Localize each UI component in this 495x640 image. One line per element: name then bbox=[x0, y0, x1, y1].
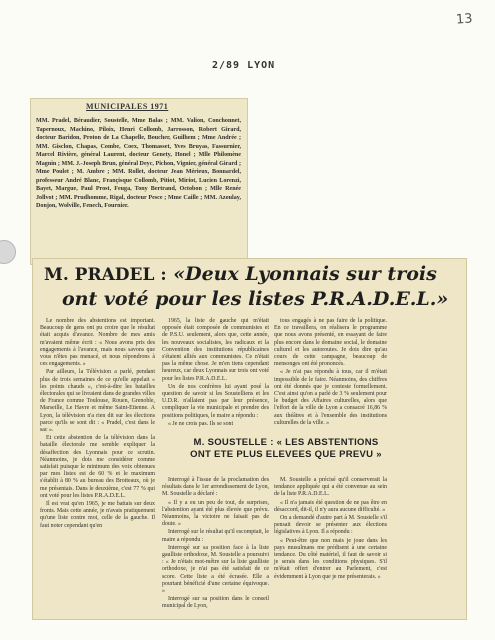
paragraph: Par ailleurs, la Télévision a parlé, pendant plus de trois semaines de ce qu'elle appelait « les points chauds », c'est-à-dire les batailles électorales qui se livraient dans de grandes villes de France comme Toulouse, Rouen, Grenoble, Marseille, Le Havre et même Saint-Etienne. A Lyon, la télévision n'a rien dit sur les élections parce qu'ils se sont dit : « Pradel, c'est dans le sac ». bbox=[40, 369, 155, 434]
paragraph: « Il y a eu un peu de tout, de surprises, l'abstention ayant été plus élevée que prévu. Néanmoins, la victoire ne faisait pas de doute. » bbox=[162, 499, 269, 528]
binder-hole bbox=[0, 240, 16, 264]
headline-lead: M. PRADEL : bbox=[44, 265, 167, 285]
page-reference: 2/89 LYON bbox=[212, 60, 276, 71]
article-headline bbox=[44, 262, 464, 311]
paragraph: M. Soustelle a précisé qu'il conserverait la tendance appliquée qui a été convenue au sein de la liste P.R.A.D.E.L. bbox=[274, 477, 387, 498]
municipales-body: MM. Pradel, Béraudier, Soustelle, Mme Balas ; MM. Valion, Conchonnet, Tapernoux, Machino, Piloix, Henri Collomb, Jarrosson, Robert Girard, docteur Baridon, Proton de La Chapelle, Boucher, Guilhem ; Mme Andrée ; MM. Gisclon, Chapas, Combe, Coex, Thomasset, Yves Bruyas, Fassurnier, Marcel Rivière, général Laurent, docteur Genety, Honel ; Mlle Philomène Magnin ; MM. J.-Joseph Brun, général Deyc, Pichon, Vignier, général Girard ; Mme Poulet ; M. Ambre ; MM. Rollet, docteur Jean Mérieux, Bonnardel, professeur André Blanc, Françisque Collomb, Pitiot, Miriot, Lucien Lorenzi, Bayet, Margue, Paul Prost, Feuga, Tony Bertrand, Octobon ; Mlle Renée Jollvot ; MM. Prudhomme, Rigal, docteur Pesce ; Mme Caille ; MM. Azoulay, Donjon, Wolville, Fenech, Fournier. bbox=[36, 118, 241, 209]
paragraph: Le nombre des abstentions est important. Beaucoup de gens ont pu croire que le résultat était acquis d'avance. Nombre de mes amis m'avaient même écrit : « Nous avons pris des engagements à l'avance, mais nous savons que vous n'êtes pas menacé, et nous répondrons à ces engagements. » bbox=[40, 318, 155, 368]
paragraph: « Je n'ai pas répondu à tous, car il m'était impossible de le faire. Néanmoins, des chiffres ont été donnés que je conteste formellement. C'est ainsi qu'on a parlé de 3 % seulement pour le budget des Affaires culturelles, alors que l'effort de la ville de Lyon a consacré 16,86 % aux théâtres et à l'ensemble des institutions culturelles de la ville. » bbox=[274, 369, 387, 426]
paragraph: Interrogé sur sa position face à la liste gaulliste orthodoxe, M. Soustelle a poursuivi : « Je n'étais mot-mêtre sur la liste gaulliste orthodoxe, je n'ai pas été satisfait de ce score. Cette liste a été écrasée. Elle a pourtant bénéficié d'une certaine équivoque. » bbox=[162, 544, 269, 595]
article-subheadline: M. SOUSTELLE : « LES ABSTENTIONS ONT ETE PLUS ELEVEES QUE PREVU » bbox=[190, 437, 382, 460]
page-number: 13 bbox=[455, 11, 474, 28]
paragraph: « Il n'a jamais été question de ne pas être en désaccord, dit-il, il n'y aura aucune difficulté. » bbox=[274, 499, 387, 513]
paragraph: Interrogé sur sa position dans le conseil municipal de Lyon, bbox=[162, 596, 269, 610]
paragraph: Et cette abstention de la télévision dans la bataille électorale me semble expliquer la désaffection des Lyonnais pour ce scrutin. Néanmoins, je dois me considérer comme satisfait puisque le minimum des voix obtenues par mes listes est de 60 % et le maximum s'établit à 80 % au bureau des Brotteaux, où je me présentais. Dans le deuxième, c'est 77 % qui ont voté pour les listes P.R.A.D.E.L. bbox=[40, 435, 155, 499]
article-column-2 bbox=[162, 318, 269, 429]
paragraph: « Je ne crois pas. Ils se sont bbox=[168, 420, 234, 427]
article-column-1 bbox=[40, 318, 155, 531]
municipales-title: MUNICIPALES 1971 bbox=[86, 102, 169, 111]
paragraph: Interrogé sur le résultat qu'il escomptait, le maire a répondu : bbox=[162, 529, 269, 543]
paragraph: « Peut-être que non mais je joue dans les pays musulmans me prédisent à une certaine tendance. Du côté matériel, il faut de savoir si je serais dans les conditions physiques. S'il m'était offert d'entrer au Parlement, c'est évidemment à Lyon que je me présenterais. » bbox=[274, 537, 387, 580]
headline-part1: «Deux Lyonnais sur trois bbox=[173, 263, 437, 285]
headline-part2: ont voté pour les listes P.R.A.D.E.L.» bbox=[62, 288, 449, 310]
paragraph: tous engagés à ne pas faire de la politique. En ce travaillera, on réalisera le programme que nous avons présenté, en essayant de faire plus encore dans le domaine social, le domaine culturel et les autoroutes. Je dois dire qu'au cours de cette campagne, beaucoup de mensonges ont été prononcés. bbox=[274, 318, 387, 368]
article-column-4 bbox=[162, 477, 269, 612]
paragraph: 1965, la liste de gauche qui m'était opposée était composée de communistes et de P.S.U. seulement, alors que, cette année, les nouveaux socialistes, les radicaux et la Convention des institutions républicaines s'étaient alliés aux communistes. Ce n'était pas la même chose. Je m'en tiens cependant heureux, car deux Lyonnais sur trois ont voté pour les listes P.R.A.D.E.L. bbox=[162, 318, 269, 382]
paragraph: Il est vrai qu'en 1965, je me battais sur deux fronts. Mais cette année, je n'avais pratiquement qu'une liste contre moi, celle de la gauche. Il faut noter cependant qu'en bbox=[40, 501, 155, 529]
paragraph: On a demandé d'autre part à M. Soustelle s'il pensait devoir se présenter aux élections législatives à Lyon. Il a répondu : bbox=[274, 515, 387, 536]
article-column-5 bbox=[274, 477, 387, 582]
article-column-3 bbox=[274, 318, 387, 428]
paragraph: Interrogé à l'issue de la proclamation des résultats dans le 1er arrondissement de Lyon, M. Soustelle a déclaré : bbox=[162, 477, 269, 498]
paragraph: Un de nos confrères lui ayant posé la question de savoir si les Soustelliens et les U.D.R. n'allaient pas par leur présence, compliquer la vie municipale et prendre des positions politiques, le maire a répondu : bbox=[162, 383, 269, 419]
